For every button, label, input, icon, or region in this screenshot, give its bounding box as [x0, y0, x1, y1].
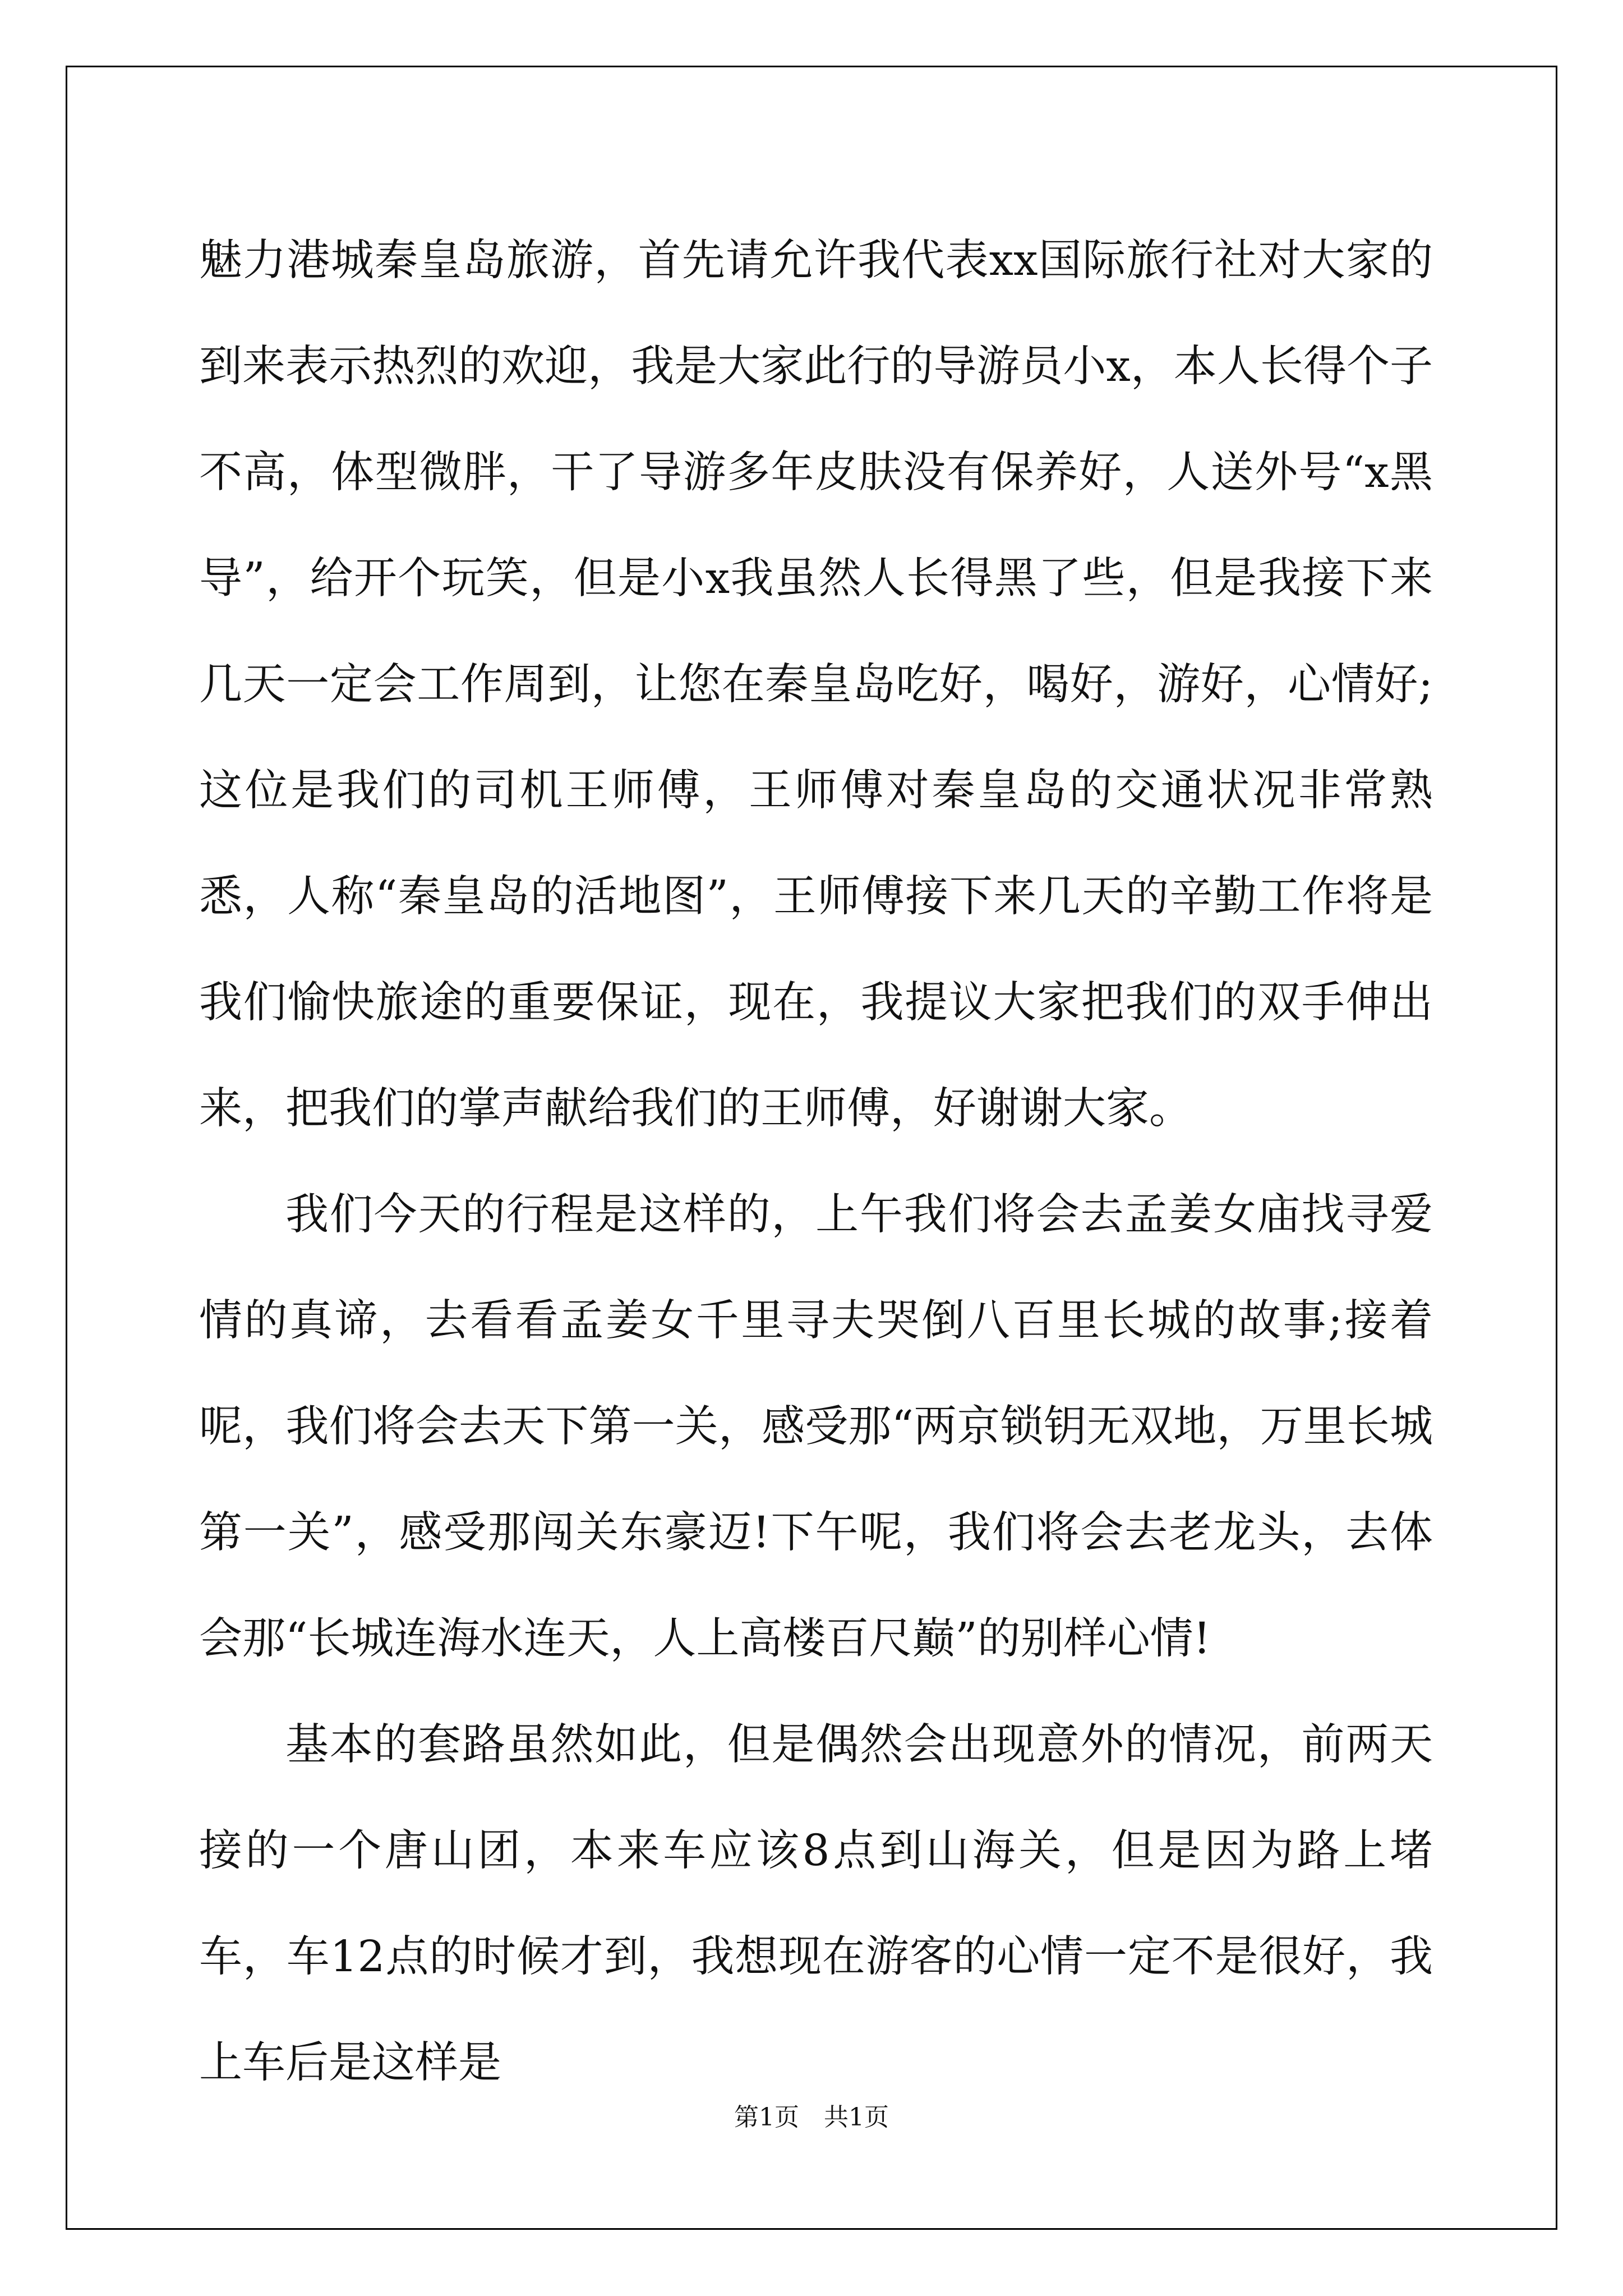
paragraph-3: 基本的套路虽然如此，但是偶然会出现意外的情况，前两天接的一个唐山团，本来车应该8点到山海关，但是因为路上堵车，车12点的时候才到，我想现在游客的心情一定不是很好，我上车后是这样是: [199, 1720, 1433, 2088]
page-number-total: 共1页: [824, 2103, 889, 2132]
page-number-current: 第1页: [734, 2103, 799, 2132]
document-body: [199, 208, 1433, 2116]
page-footer: [0, 2097, 1623, 2133]
paragraph-1: 魅力港城秦皇岛旅游，首先请允许我代表xx国际旅行社对大家的到来表示热烈的欢迎，我是大家此行的导游员小x，本人长得个子不高，体型微胖，干了导游多年皮肤没有保养好，人送外号“x黑导”，给开个玩笑，但是小x我虽然人长得黑了些，但是我接下来几天一定会工作周到，让您在秦皇岛吃好，喝好，游好，心情好;这位是我们的司机王师傅，王师傅对秦皇岛的交通状况非常熟悉，人称“秦皇岛的活地图”，王师傅接下来几天的辛勤工作将是我们愉快旅途的重要保证，现在，我提议大家把我们的双手伸出来，把我们的掌声献给我们的王师傅，好谢谢大家。: [199, 236, 1433, 1134]
paragraph-2: 我们今天的行程是这样的，上午我们将会去孟姜女庙找寻爱情的真谛，去看看孟姜女千里寻夫哭倒八百里长城的故事;接着呢，我们将会去天下第一关，感受那“两京锁钥无双地，万里长城第一关”，感受那闯关东豪迈!下午呢，我们将会去老龙头，去体会那“长城连海水连天，人上高楼百尺巅”的别样心情!: [199, 1190, 1433, 1664]
